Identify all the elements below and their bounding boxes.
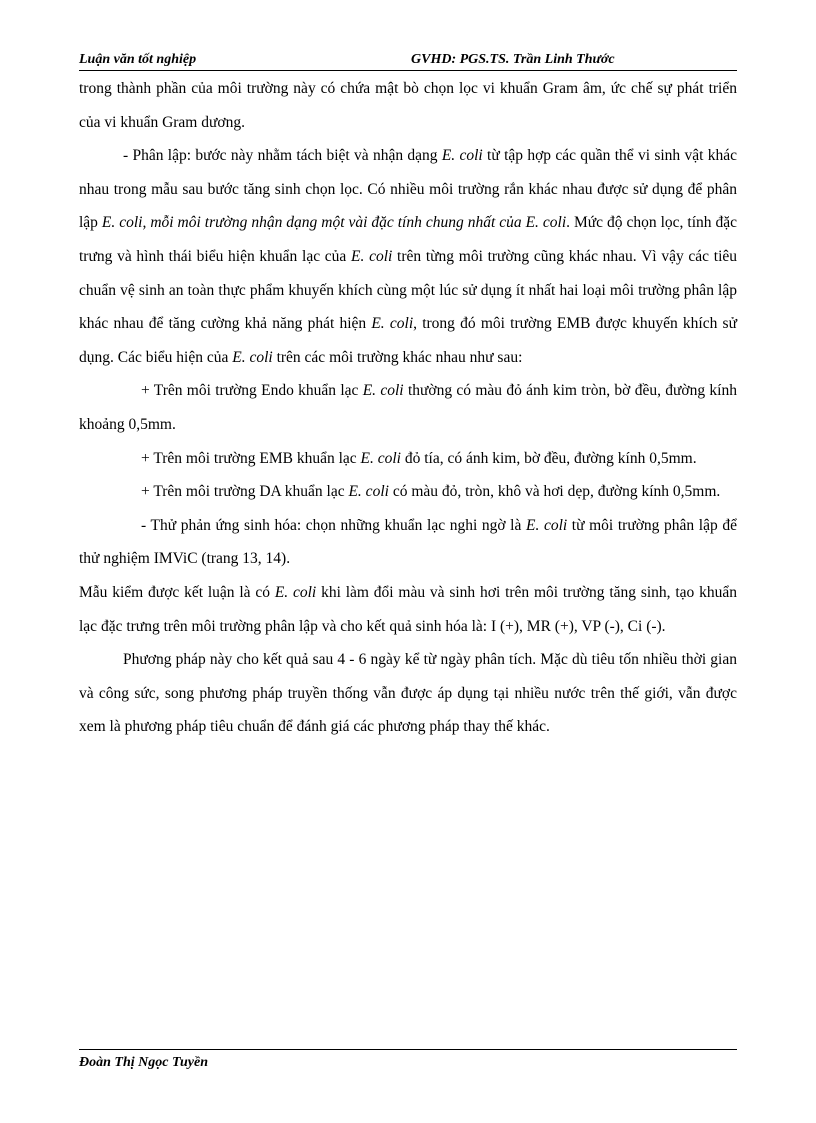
paragraph-biochem: - Thử phản ứng sinh hóa: chọn những khuẩn lạc nghi ngờ là E. coli từ môi trường phân lập để thử nghiệm IMViC (trang 13, 14). (79, 516, 737, 568)
paragraph-da: + Trên môi trường DA khuẩn lạc E. coli có màu đỏ, tròn, khô và hơi dẹp, đường kính 0,5mm. (141, 483, 721, 501)
paragraph-isolation: - Phân lập: bước này nhằm tách biệt và nhận dạng E. coli từ tập hợp các quần thể vi sinh vật khác nhau trong mẫu sau bước tăng sinh chọn lọc. Có nhiều môi trường rắn khác nhau được sử dụng để phân lập E. coli, mỗi môi trường nhận dạng một vài đặc tính chung nhất của E. coli. Mức độ chọn lọc, tính đặc trưng và hình thái biểu hiện khuẩn lạc của E. coli trên từng môi trường cũng khác nhau. Vì vậy các tiêu chuẩn vệ sinh an toàn thực phẩm khuyến khích cùng một lúc sử dụng ít nhất hai loại môi trường phân lập khác nhau để tăng cường khả năng phát hiện E. coli, trong đó môi trường EMB được khuyến khích sử dụng. Các biểu hiện của E. coli trên các môi trường khác nhau như sau: (79, 147, 738, 366)
paragraph-1: trong thành phần của môi trường này có chứa mật bò chọn lọc vi khuẩn Gram âm, ức chế sự phát triển của vi khuẩn Gram dương. (79, 80, 737, 131)
document-body (79, 72, 737, 744)
page-header (79, 52, 737, 71)
paragraph-emb: + Trên môi trường EMB khuẩn lạc E. coli đỏ tía, có ánh kim, bờ đều, đường kính 0,5mm. (141, 449, 697, 467)
header-advisor: GVHD: PGS.TS. Trần Linh Thước (411, 52, 615, 67)
paragraph-method-summary: Phương pháp này cho kết quả sau 4 - 6 ngày kể từ ngày phân tích. Mặc dù tiêu tốn nhiều thời gian và công sức, song phương pháp truyền thống vẫn được áp dụng tại nhiều nước trên thế giới, vẫn được xem là phương pháp tiêu chuẩn để đánh giá các phương pháp thay thế khác. (79, 651, 737, 736)
footer-divider (79, 1049, 737, 1050)
header-thesis-label: Luận văn tốt nghiệp (79, 52, 197, 67)
footer-author: Đoàn Thị Ngọc Tuyền (79, 1055, 208, 1070)
paragraph-conclusion: Mẫu kiểm được kết luận là có E. coli khi làm đổi màu và sinh hơi trên môi trường tăng sinh, tạo khuẩn lạc đặc trưng trên môi trường phân lập và cho kết quả sinh hóa là: I (+), MR (+), VP (-), Ci (-). (79, 583, 737, 635)
paragraph-endo: + Trên môi trường Endo khuẩn lạc E. coli thường có màu đỏ ánh kim tròn, bờ đều, đường kính khoảng 0,5mm. (79, 382, 737, 433)
